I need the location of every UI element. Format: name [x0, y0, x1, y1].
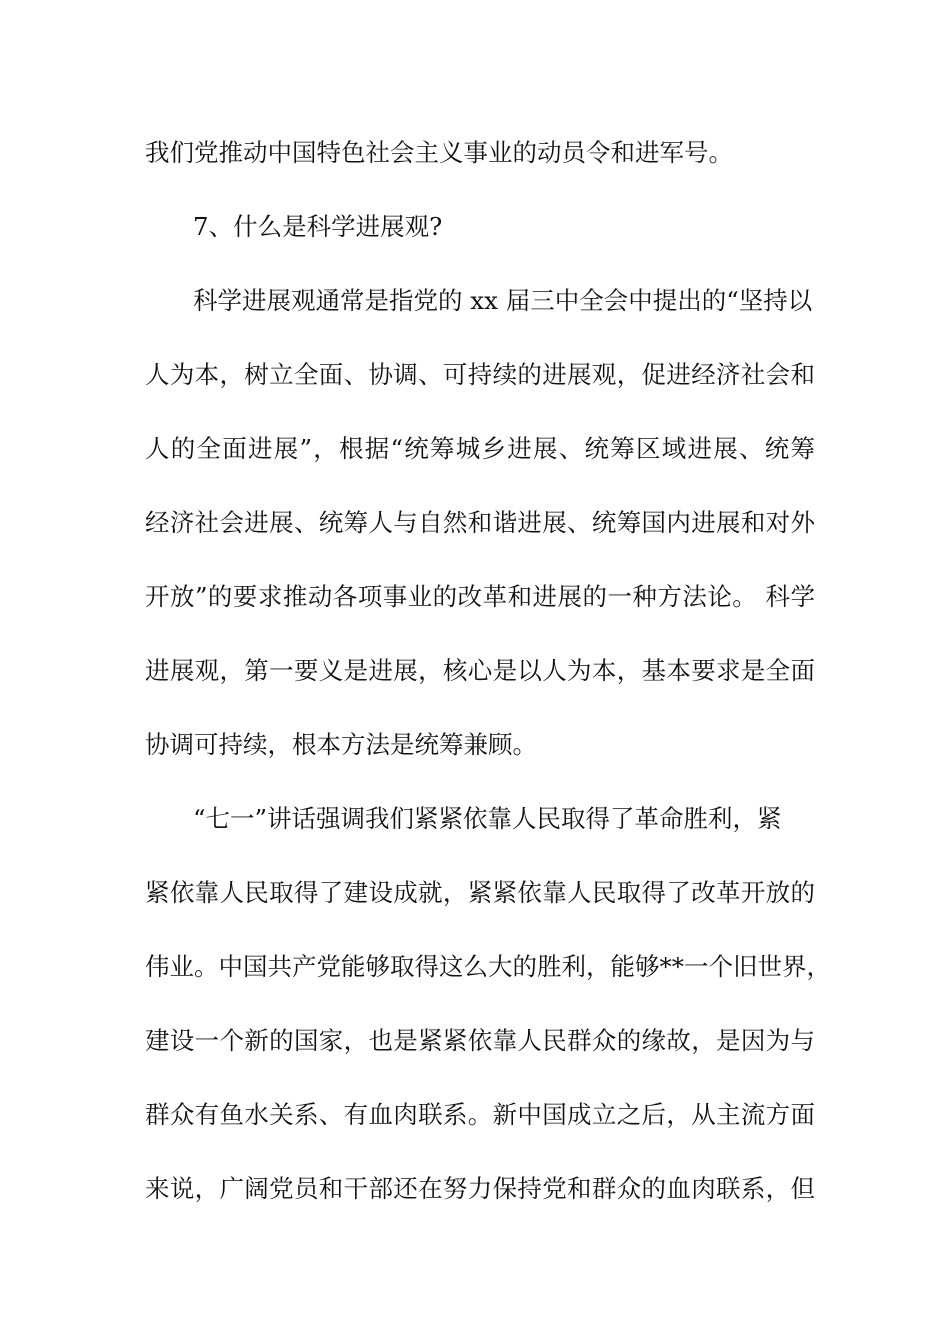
text-line: 群众有鱼水关系、有血肉联系。新中国成立之后，从主流方面: [145, 1100, 815, 1129]
text-line: 来说，广阔党员和干部还在努力保持党和群众的血肉联系，但: [145, 1174, 815, 1203]
text-line: 开放”的要求推动各项事业的改革和进展的一种方法论。 科学: [145, 582, 815, 611]
text-line: 协调可持续，根本方法是统筹兼顾。: [145, 730, 537, 759]
text-line: 紧依靠人民取得了建设成就，紧紧依靠人民取得了改革开放的: [145, 878, 815, 907]
text-line: 我们党推动中国特色社会主义事业的动员令和进军号。: [145, 138, 733, 167]
text-line: “七一”讲话强调我们紧紧依靠人民取得了革命胜利，紧: [193, 804, 782, 833]
text-line: 人的全面进展”，根据“统筹城乡进展、统筹区域进展、统筹: [145, 434, 815, 463]
text-line: 经济社会进展、统筹人与自然和谐进展、统筹国内进展和对外: [145, 508, 815, 537]
text-line: 科学进展观通常是指党的 xx 届三中全会中提出的“坚持以: [193, 286, 813, 315]
text-line: 建设一个新的国家，也是紧紧依靠人民群众的缘故，是因为与: [145, 1026, 815, 1055]
text-line: 伟业。中国共产党能够取得这么大的胜利，能够**一个旧世界，: [145, 952, 831, 981]
section-heading: 7、什么是科学进展观?: [193, 212, 443, 241]
text-line: 人为本，树立全面、协调、可持续的进展观，促进经济社会和: [145, 360, 815, 389]
text-line: 进展观，第一要义是进展，核心是以人为本，基本要求是全面: [145, 656, 815, 685]
